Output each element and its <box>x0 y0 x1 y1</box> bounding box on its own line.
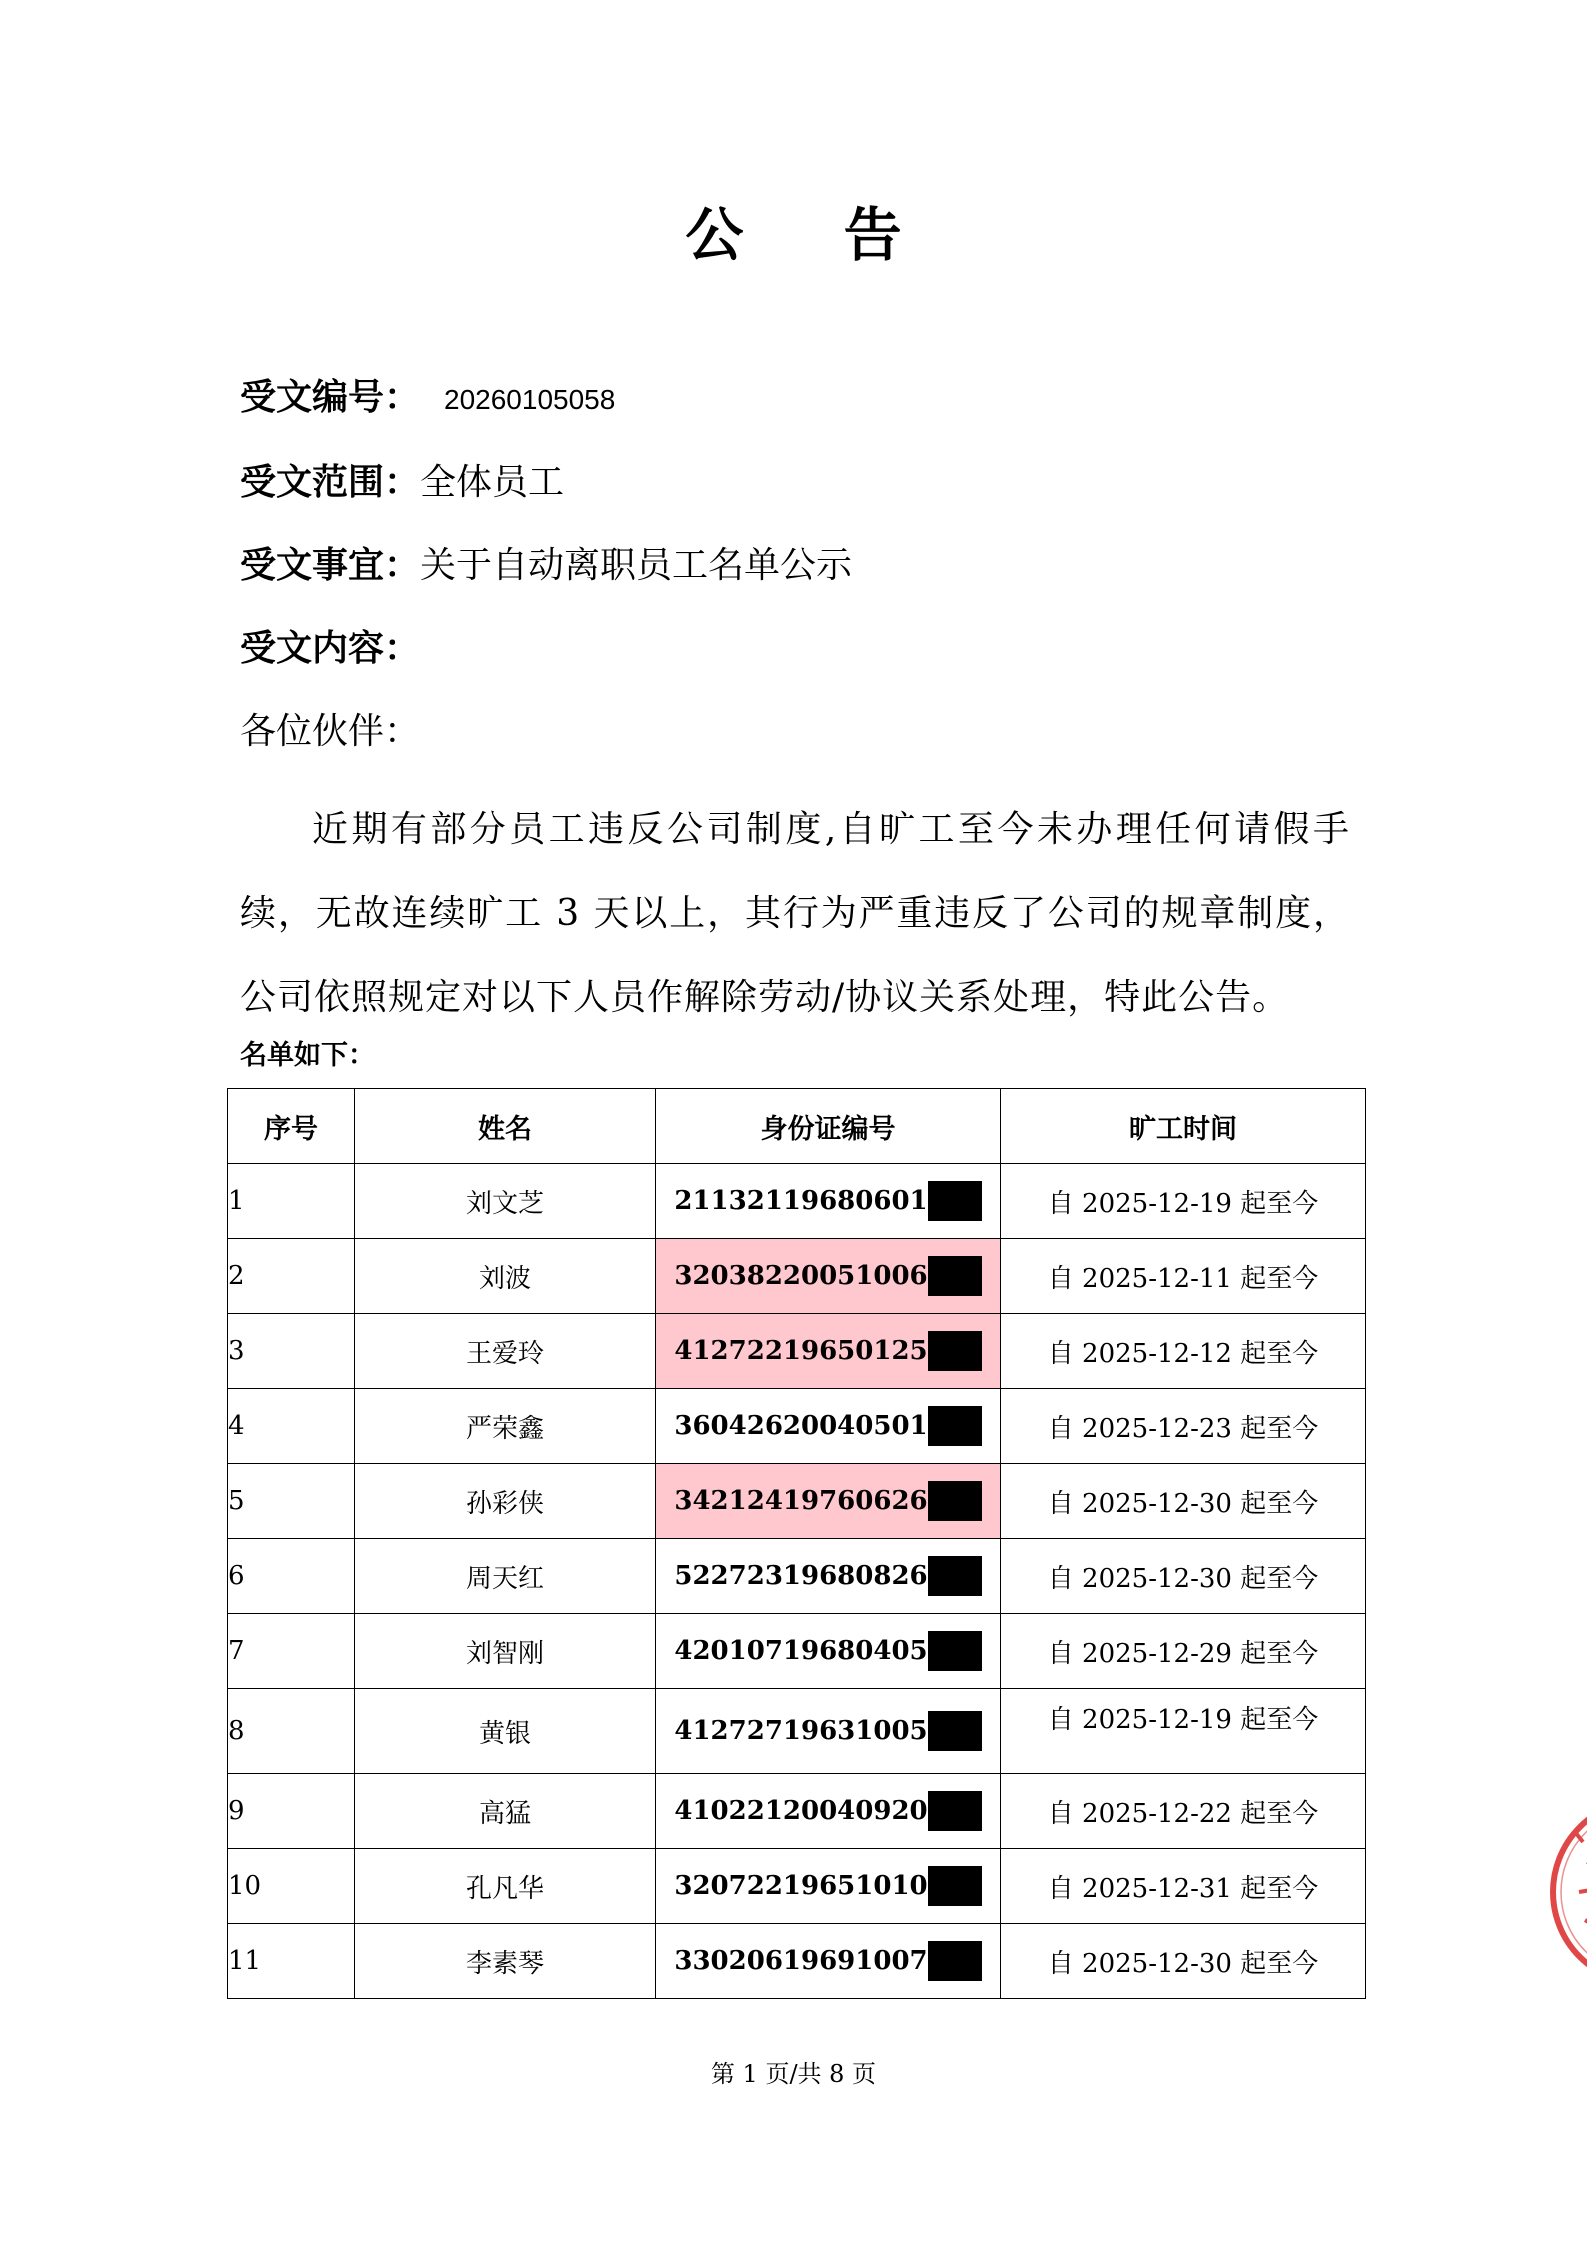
header-id: 身份证编号 <box>656 1089 1001 1164</box>
row-no: 1 <box>228 1164 355 1239</box>
row-name: 李素琴 <box>355 1924 656 1999</box>
table-row <box>228 1239 1366 1314</box>
row-name: 孙彩侠 <box>355 1464 656 1539</box>
row-time: 自 2025-12-19 起至今 <box>1001 1689 1366 1774</box>
subject-label: 受文事宜： <box>240 544 421 586</box>
row-id: 41022120040920 <box>674 1796 928 1826</box>
table-row <box>228 1389 1366 1464</box>
redaction-block <box>928 1181 982 1221</box>
redaction-block <box>928 1711 982 1751</box>
content-label: 受文内容： <box>240 627 421 669</box>
redaction-block <box>928 1406 982 1446</box>
redaction-block <box>928 1941 982 1981</box>
row-no: 2 <box>228 1239 355 1314</box>
number-label: 受文编号： <box>240 376 421 418</box>
row-no: 9 <box>228 1774 355 1849</box>
row-name: 周天红 <box>355 1539 656 1614</box>
header-time: 旷工时间 <box>1001 1089 1366 1164</box>
row-id-cell <box>656 1614 1001 1689</box>
row-id-cell <box>656 1164 1001 1239</box>
roster-table <box>227 1088 1366 1999</box>
row-id-cell <box>656 1239 1001 1314</box>
header-name: 姓名 <box>355 1089 656 1164</box>
redaction-block <box>928 1631 982 1671</box>
row-name: 王爱玲 <box>355 1314 656 1389</box>
row-no: 11 <box>228 1924 355 1999</box>
meta-number-row <box>240 372 615 425</box>
table-row <box>228 1924 1366 1999</box>
row-time: 自 2025-12-30 起至今 <box>1001 1924 1366 1999</box>
redaction-block <box>928 1481 982 1521</box>
table-header-row <box>228 1089 1366 1164</box>
row-name: 刘智刚 <box>355 1614 656 1689</box>
table-row <box>228 1614 1366 1689</box>
row-time: 自 2025-12-30 起至今 <box>1001 1464 1366 1539</box>
meta-subject-row <box>240 540 852 591</box>
row-id: 32072219651010 <box>674 1871 928 1901</box>
row-id: 42010719680405 <box>674 1636 928 1666</box>
row-id: 41272219650125 <box>674 1336 928 1366</box>
row-id: 41272719631005 <box>674 1716 928 1746</box>
table-row <box>228 1164 1366 1239</box>
number-value: 20260105058 <box>444 384 616 415</box>
redaction-block <box>928 1866 982 1906</box>
redaction-block <box>928 1331 982 1371</box>
table-row <box>228 1539 1366 1614</box>
greeting: 各位伙伴： <box>240 711 421 752</box>
row-id: 34212419760626 <box>674 1486 928 1516</box>
row-no: 5 <box>228 1464 355 1539</box>
row-no: 10 <box>228 1849 355 1924</box>
table-row <box>228 1849 1366 1924</box>
row-id: 52272319680826 <box>674 1561 928 1591</box>
row-time: 自 2025-12-12 起至今 <box>1001 1314 1366 1389</box>
row-name: 刘波 <box>355 1239 656 1314</box>
page-title: 公 告 <box>685 201 942 269</box>
row-id: 33020619691007 <box>674 1946 928 1976</box>
meta-content-row <box>240 623 420 674</box>
row-name: 孔凡华 <box>355 1849 656 1924</box>
row-no: 3 <box>228 1314 355 1389</box>
redaction-block <box>928 1256 982 1296</box>
row-no: 8 <box>228 1689 355 1774</box>
row-id: 21132119680601 <box>674 1186 928 1216</box>
row-id-cell <box>656 1464 1001 1539</box>
redaction-block <box>928 1791 982 1831</box>
list-caption: 名单如下： <box>240 1040 375 1071</box>
table-row <box>228 1689 1366 1774</box>
subject-value: 关于自动离职员工名单公示 <box>420 545 853 586</box>
row-time: 自 2025-12-29 起至今 <box>1001 1614 1366 1689</box>
row-id: 32038220051006 <box>674 1261 928 1291</box>
meta-scope-row <box>240 457 564 508</box>
table-row <box>228 1314 1366 1389</box>
row-id-cell <box>656 1539 1001 1614</box>
scope-value: 全体员工 <box>420 462 565 503</box>
row-time: 自 2025-12-31 起至今 <box>1001 1849 1366 1924</box>
row-time: 自 2025-12-22 起至今 <box>1001 1774 1366 1849</box>
row-name: 刘文芝 <box>355 1164 656 1239</box>
table-row <box>228 1464 1366 1539</box>
row-name: 黄银 <box>355 1689 656 1774</box>
row-id-cell <box>656 1389 1001 1464</box>
scope-label: 受文范围： <box>240 461 421 503</box>
row-id-cell <box>656 1314 1001 1389</box>
row-time: 自 2025-12-23 起至今 <box>1001 1389 1366 1464</box>
row-id-cell <box>656 1774 1001 1849</box>
row-name: 高猛 <box>355 1774 656 1849</box>
company-seal <box>1545 1792 1587 1992</box>
page-footer: 第 1 页/共 8 页 <box>710 2060 877 2088</box>
row-time: 自 2025-12-19 起至今 <box>1001 1164 1366 1239</box>
redaction-block <box>928 1556 982 1596</box>
row-time: 自 2025-12-30 起至今 <box>1001 1539 1366 1614</box>
row-no: 7 <box>228 1614 355 1689</box>
row-id-cell <box>656 1689 1001 1774</box>
row-id: 36042620040501 <box>674 1411 928 1441</box>
row-id-cell <box>656 1924 1001 1999</box>
row-no: 6 <box>228 1539 355 1614</box>
row-time: 自 2025-12-11 起至今 <box>1001 1239 1366 1314</box>
row-name: 严荣鑫 <box>355 1389 656 1464</box>
row-no: 4 <box>228 1389 355 1464</box>
header-no: 序号 <box>228 1089 355 1164</box>
row-id-cell <box>656 1849 1001 1924</box>
table-row <box>228 1774 1366 1849</box>
body-paragraph: 近期有部分员工违反公司制度,自旷工至今未办理任何请假手续，无故连续旷工 3 天以上，其行为严重违反了公司的规章制度，公司依照规定对以下人员作解除劳动/协议关系处理，特此公告。 <box>240 809 1350 1018</box>
